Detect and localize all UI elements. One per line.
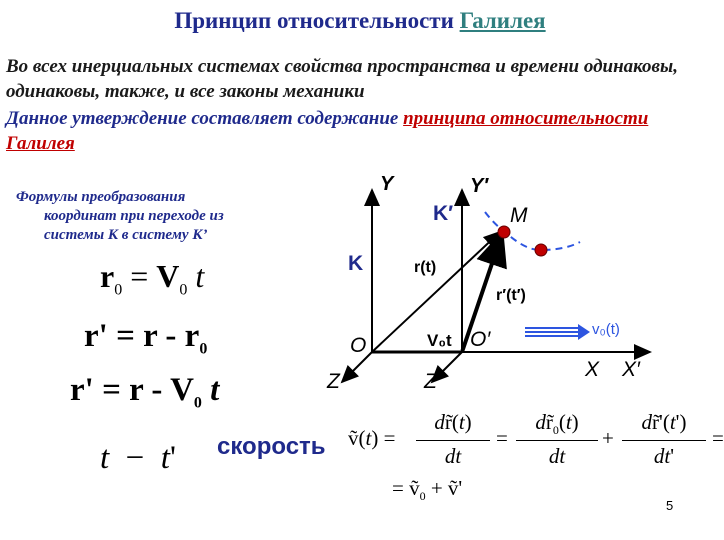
page-number: 5: [666, 498, 674, 513]
caption-line-1: Формулы преобразования: [16, 189, 186, 205]
speed-label: скорость: [217, 433, 326, 460]
label-v0: v₀(t): [592, 321, 620, 338]
formula-r-prime-v0t: $r' = r - V_0$ t: [70, 372, 220, 412]
paragraph-principle: Во всех инерциальных системах свойства пространства и времени одинаковы, одинаковы, также, и все законы механики: [6, 56, 678, 102]
formula-r-prime: $r' = r - r_0$: [84, 318, 208, 358]
label-o: O: [350, 334, 367, 357]
formula-r0: $r_0 = V_0$ t: [100, 258, 205, 299]
label-r-prime-t: r′(t′): [496, 287, 526, 304]
title-link[interactable]: Галилея: [459, 8, 546, 33]
label-z-prime: Z′: [424, 370, 441, 393]
statement-link[interactable]: принципа относительности Галилея: [6, 108, 649, 154]
label-x: X: [585, 358, 600, 381]
point-m: [498, 226, 510, 238]
point-m-next: [535, 244, 547, 256]
label-y-prime: Y′: [470, 175, 489, 197]
caption-line-2: координат при переходе из: [44, 208, 224, 224]
formula-time: t − t': [100, 440, 176, 476]
label-k: K: [348, 252, 364, 275]
label-k-prime: K′: [433, 202, 454, 225]
label-m: M: [510, 204, 528, 227]
label-v0t: V₀t: [427, 331, 452, 350]
title-main: Принцип относительности: [174, 8, 460, 33]
label-z: Z: [327, 370, 340, 393]
label-r-t: r(t): [414, 259, 437, 276]
caption-line-3: системы К в систему К’: [44, 227, 208, 243]
label-o-prime: O′: [470, 328, 491, 351]
label-y: Y: [380, 173, 394, 195]
label-x-prime: X′: [622, 358, 640, 381]
statement-text: Данное утверждение составляет содержание: [6, 108, 404, 129]
